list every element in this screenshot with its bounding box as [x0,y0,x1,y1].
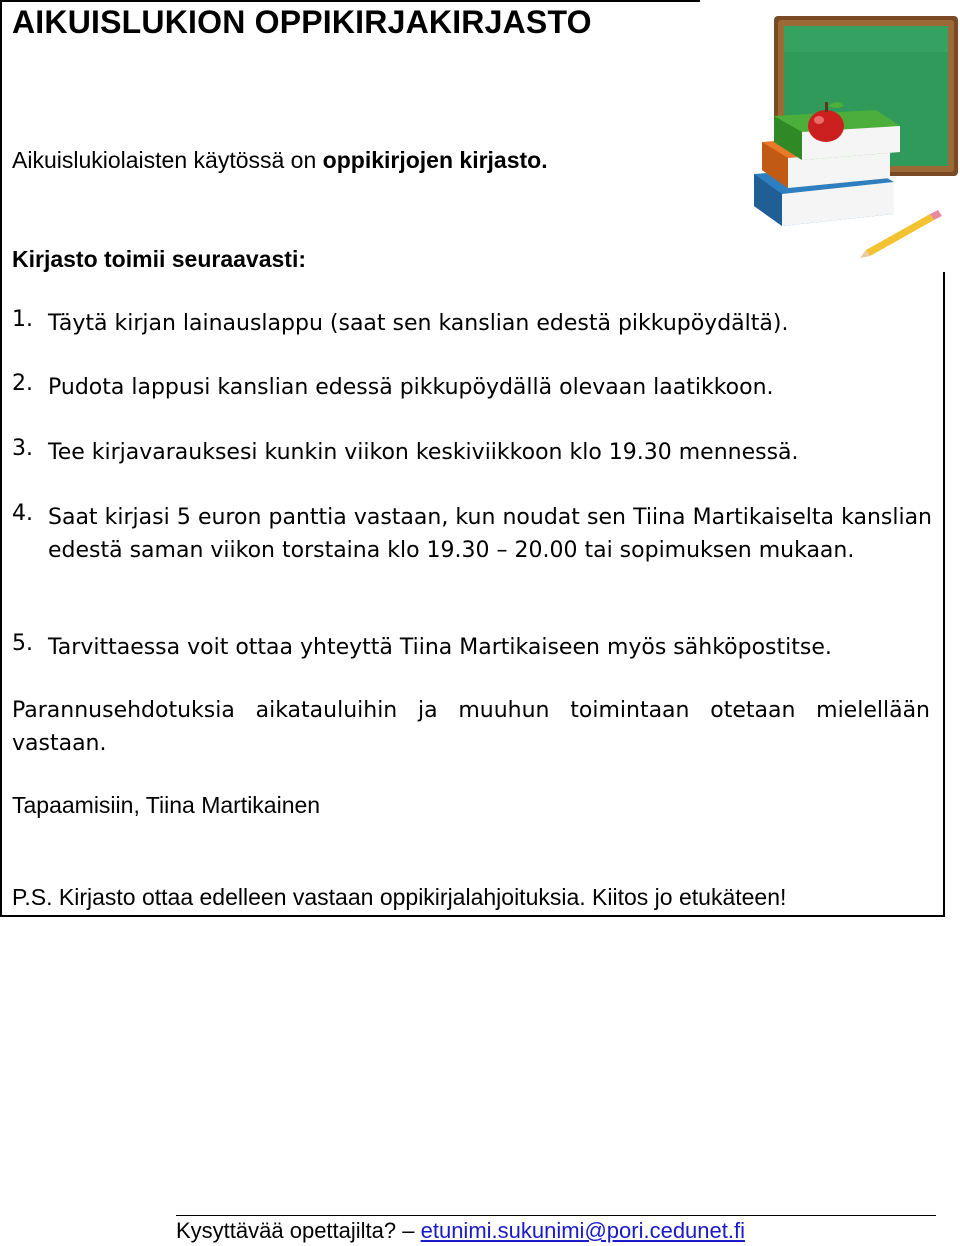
page-title: AIKUISLUKION OPPIKIRJAKIRJASTO [12,4,592,40]
list-item [12,631,932,664]
list-item-number: 2. [12,371,33,396]
list-item-text: Tee kirjavarauksesi kunkin viikon keskiviikkoon klo 19.30 mennessä. [48,440,799,465]
list-item-number: 1. [12,307,33,332]
section-heading-text: Kirjasto toimii seuraavasti: [12,246,306,272]
list-item [12,307,932,340]
intro-paragraph [12,147,548,174]
list-item [12,371,932,404]
section-heading [12,246,306,273]
signature: Tapaamisiin, Tiina Martikainen [12,792,321,818]
list-item [12,501,932,567]
list-item-text: Tarvittaessa voit ottaa yhteyttä Tiina Martikaiseen myös sähköpostitse. [48,635,832,660]
list-item [12,436,932,469]
suggestions-paragraph: Parannusehdotuksia aikatauluihin ja muuhun toimintaan otetaan mielellään vastaan. [12,698,930,756]
footer-email-link[interactable]: etunimi.sukunimi@pori.cedunet.fi [420,1218,745,1243]
frame-top-border [0,0,700,2]
frame-bottom-border [0,915,945,917]
list-item-number: 4. [12,501,33,526]
list-item-text: Täytä kirjan lainauslappu (saat sen kanslian edestä pikkupöydältä). [48,311,789,336]
intro-bold-text: oppikirjojen kirjasto. [322,147,548,173]
footer-question: Kysyttävää opettajilta? [176,1218,397,1243]
pencil-icon [860,210,942,258]
list-item-number: 5. [12,631,33,656]
list-item-text: Saat kirjasi 5 euron panttia vastaan, kun noudat sen Tiina Martikaiselta kanslian edestä saman viikon torstaina klo 19.30 – 20.00 tai sopimuksen mukaan. [48,505,932,563]
list-item-number: 3. [12,436,33,461]
footer-divider [176,1215,936,1216]
footer-dash: – [396,1218,421,1243]
list-item-text: Pudota lappusi kanslian edessä pikkupöydällä olevaan laatikkoon. [48,375,774,400]
frame-left-border [0,0,2,916]
footer [176,1218,745,1244]
chalkboard-books-illustration [716,14,960,270]
ps-note: P.S. Kirjasto ottaa edelleen vastaan oppikirjalahjoituksia. Kiitos jo etukäteen! [12,884,787,910]
intro-text: Aikuislukiolaisten käytössä on [12,147,323,173]
frame-right-border [943,272,945,916]
